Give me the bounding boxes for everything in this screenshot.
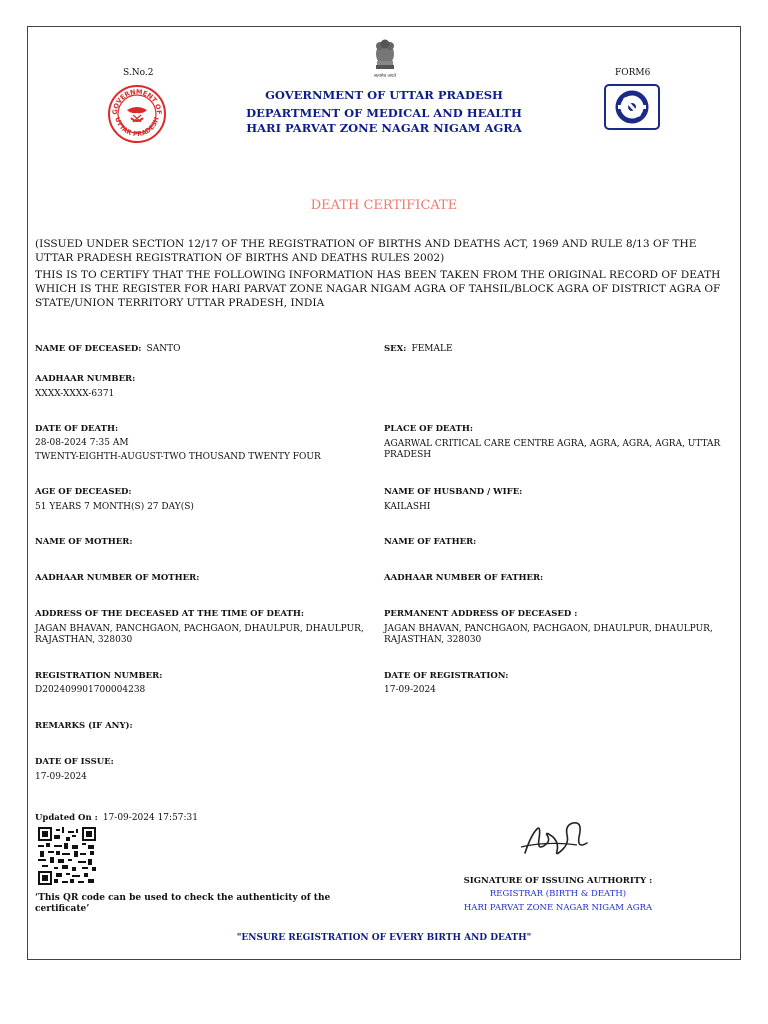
updated-on-row (35, 805, 375, 824)
date-of-death-value: 28-08-2024 7:35 AM (35, 438, 129, 448)
date-of-issue-label: DATE OF ISSUE: (35, 757, 114, 767)
date-of-issue-value: 17-09-2024 (35, 772, 87, 782)
registrar-title: REGISTRAR (BIRTH & DEATH) (489, 889, 627, 899)
header-government: GOVERNMENT OF UTTAR PRADESH (265, 88, 503, 102)
aadhaar-label: AADHAAR NUMBER: (35, 374, 136, 384)
sex-row (384, 336, 729, 355)
father-aadhaar-label: AADHAAR NUMBER OF FATHER: (384, 573, 544, 583)
registrar-office: HARI PARVAT ZONE NAGAR NIGAM AGRA (463, 903, 653, 913)
seal-top-text: GOVERNMENT OF (110, 87, 164, 115)
national-emblem-icon (370, 37, 400, 79)
updated-on-value: 17-09-2024 17:57:31 (102, 813, 199, 823)
issued-under-text: (ISSUED UNDER SECTION 12/17 OF THE REGISTRATION OF BIRTHS AND DEATHS ACT, 1969 AND RULE 8/13 OF THE UTTAR PRADESH REGISTRATION OF BIRTHS AND DEATHS RULES 2002) (35, 238, 697, 264)
age-label: AGE OF DECEASED: (35, 487, 132, 497)
mother-name-label: NAME OF MOTHER: (35, 537, 133, 547)
date-of-death-words: TWENTY-EIGHTH-AUGUST-TWO THOUSAND TWENTY FOUR (35, 452, 321, 462)
qr-authenticity-note: ‘This QR code can be used to check the authenticity of the certificate’ (35, 893, 331, 914)
crs-logo-icon (604, 84, 660, 130)
remarks-label: REMARKS (IF ANY): (35, 721, 133, 731)
place-of-death-label: PLACE OF DEATH: (384, 424, 474, 434)
header-department: DEPARTMENT OF MEDICAL AND HEALTH (246, 106, 522, 120)
permanent-address-value: JAGAN BHAVAN, PANCHGAON, PACHGAON, DHAULPUR, DHAULPUR, RAJASTHAN, 328030 (384, 624, 713, 645)
registration-date-label: DATE OF REGISTRATION: (384, 671, 509, 681)
place-of-death-value: AGARWAL CRITICAL CARE CENTRE AGRA, AGRA, AGRA, AGRA, UTTAR PRADESH (384, 439, 721, 460)
permanent-address-label: PERMANENT ADDRESS OF DECEASED : (384, 609, 578, 619)
registration-number-value: D202409901700004238 (35, 685, 146, 695)
qr-code[interactable] (38, 827, 96, 885)
date-of-death-label: DATE OF DEATH: (35, 424, 119, 434)
registration-date-value: 17-09-2024 (384, 685, 436, 695)
deceased-name-value: SANTO (146, 344, 181, 354)
father-name-label: NAME OF FATHER: (384, 537, 477, 547)
certify-text: THIS IS TO CERTIFY THAT THE FOLLOWING INFORMATION HAS BEEN TAKEN FROM THE ORIGINAL RECORD OF DEATH WHICH IS THE REGISTER FOR HARI PARVAT ZONE NAGAR NIGAM AGRA OF TAHSIL/BLOCK AGRA OF DISTRICT AGRA OF STATE/UNION TERRITORY UTTAR PRADESH, INDIA (35, 269, 721, 309)
age-value: 51 YEARS 7 MONTH(S) 27 DAY(S) (35, 502, 194, 512)
registration-number-label: REGISTRATION NUMBER: (35, 671, 163, 681)
sex-value: FEMALE (411, 344, 453, 354)
sex-label: SEX: (384, 344, 407, 354)
emblem-motto: सत्यमेव जयते (373, 74, 397, 79)
signature-label: SIGNATURE OF ISSUING AUTHORITY : (463, 876, 653, 886)
aadhaar-value: XXXX-XXXX-6371 (35, 389, 115, 399)
mother-aadhaar-label: AADHAAR NUMBER OF MOTHER: (35, 573, 200, 583)
address-at-death-label: ADDRESS OF THE DECEASED AT THE TIME OF DEATH: (35, 609, 304, 619)
header-zone: HARI PARVAT ZONE NAGAR NIGAM AGRA (246, 121, 522, 135)
deceased-name-row (35, 336, 375, 355)
deceased-name-label: NAME OF DECEASED: (35, 344, 142, 354)
address-at-death-value: JAGAN BHAVAN, PANCHGAON, PACHGAON, DHAULPUR, DHAULPUR, RAJASTHAN, 328030 (35, 624, 364, 645)
spouse-value: KAILASHI (384, 502, 431, 512)
registrar-signature-icon (517, 815, 597, 865)
certificate-title: DEATH CERTIFICATE (310, 198, 458, 213)
serial-number: S.No.2 (123, 68, 154, 78)
seal-bottom-text: UTTAR PRADESH (113, 116, 161, 139)
updated-on-label: Updated On : (35, 813, 98, 823)
spouse-label: NAME OF HUSBAND / WIFE: (384, 487, 523, 497)
footer-slogan: "ENSURE REGISTRATION OF EVERY BIRTH AND DEATH" (236, 933, 532, 943)
form-number: FORM6 (615, 68, 651, 78)
